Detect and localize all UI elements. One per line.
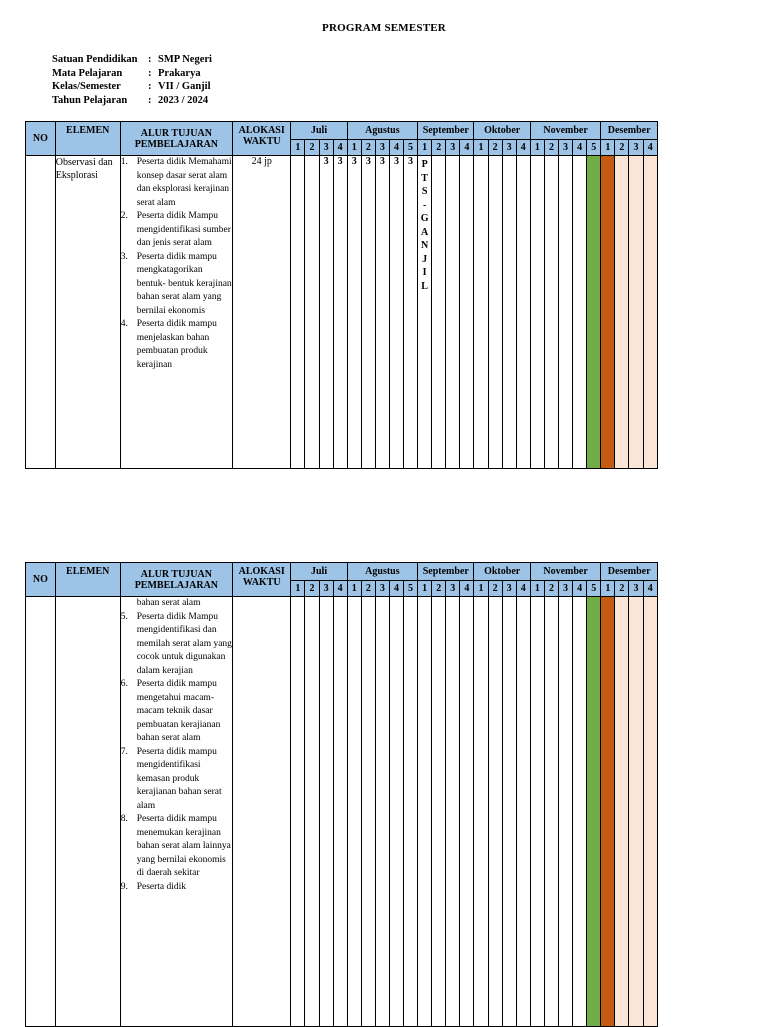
- header-month: November: [530, 122, 600, 140]
- atp-item: [121, 611, 232, 679]
- atp-item: [121, 156, 232, 210]
- header-week: 4: [573, 140, 587, 156]
- header-week: 5: [404, 140, 418, 156]
- week-cell: [347, 597, 361, 1027]
- week-cell: [643, 597, 657, 1027]
- header-week: 1: [530, 581, 544, 597]
- atp-item: [121, 678, 232, 746]
- header-month: Agustus: [347, 122, 417, 140]
- header-week: 3: [559, 581, 573, 597]
- week-cell: [305, 597, 319, 1027]
- week-cell: [361, 597, 375, 1027]
- header-atp: ALUR TUJUAN PEMBELAJARAN: [120, 122, 232, 156]
- header-no: NO: [26, 122, 56, 156]
- header-week: 2: [488, 140, 502, 156]
- week-cell: [643, 156, 657, 469]
- header-week: 3: [629, 140, 643, 156]
- header-month: Desember: [601, 122, 658, 140]
- cell-atp: [120, 597, 232, 1027]
- pts-letter: I: [422, 267, 427, 278]
- header-row-months: [26, 563, 658, 581]
- week-cell: [573, 597, 587, 1027]
- header-week: 3: [446, 581, 460, 597]
- header-week: 4: [333, 581, 347, 597]
- header-month: September: [418, 563, 474, 581]
- atp-item-text: Peserta didik mampu menemukan kerajinan bahan serat alam lainnya yang bernilai ekonomis di daerah sekitar: [136, 814, 231, 878]
- header-week: 2: [544, 140, 558, 156]
- meta-colon: :: [148, 54, 152, 65]
- week-cell: [559, 597, 573, 1027]
- week-cell: [291, 156, 305, 469]
- header-week: 4: [460, 581, 474, 597]
- week-cell: [389, 597, 403, 1027]
- header-week: 1: [418, 581, 432, 597]
- atp-list: [121, 597, 232, 894]
- cell-no: [26, 597, 56, 1027]
- week-cell: [432, 156, 446, 469]
- atp-item-text: Peserta didik mampu mengetahui macam-macam teknik dasar pembuatan kerajianan bahan serat alam: [136, 679, 221, 743]
- meta-label: Kelas/Semester: [52, 81, 121, 92]
- atp-item-number: 6.: [120, 679, 128, 689]
- atp-item-text: Peserta didik Mampu mengidentifikasi dan memilah serat alam yang cocok untuk digunakan dalam kerajian: [136, 611, 232, 676]
- header-row-months: [26, 122, 658, 140]
- header-week: 5: [587, 140, 601, 156]
- week-cell: [530, 597, 544, 1027]
- week-cell: [615, 597, 629, 1027]
- header-week: 2: [488, 581, 502, 597]
- header-week: 1: [530, 140, 544, 156]
- meta-label: Satuan Pendidikan: [52, 54, 138, 65]
- meta-value: 2023 / 2024: [158, 94, 209, 106]
- cell-elemen: Observasi dan Eksplorasi: [55, 156, 120, 469]
- week-cell: [446, 597, 460, 1027]
- header-month: November: [530, 563, 600, 581]
- week-cell: [573, 156, 587, 469]
- header-month: Agustus: [347, 563, 417, 581]
- header-week: 4: [643, 581, 657, 597]
- header-week: 1: [291, 140, 305, 156]
- week-cell: 3: [404, 156, 418, 469]
- header-week: 1: [474, 581, 488, 597]
- header-no: NO: [26, 563, 56, 597]
- week-cell: [587, 597, 601, 1027]
- week-cell: [305, 156, 319, 469]
- header-week: 2: [615, 140, 629, 156]
- header-week: 1: [347, 581, 361, 597]
- header-week: 4: [389, 140, 403, 156]
- atp-item: [121, 746, 232, 814]
- header-week: 2: [305, 140, 319, 156]
- week-cell: [502, 597, 516, 1027]
- header-week: 2: [615, 581, 629, 597]
- header-week: 5: [404, 581, 418, 597]
- week-cell: [418, 597, 432, 1027]
- header-week: 1: [418, 140, 432, 156]
- week-cell: [418, 156, 432, 469]
- pts-letter: S: [421, 186, 428, 197]
- header-week: 2: [432, 140, 446, 156]
- meta-colon: :: [148, 81, 152, 92]
- week-cell: [516, 597, 530, 1027]
- week-cell: [375, 597, 389, 1027]
- atp-item-number: 7.: [120, 746, 128, 757]
- pts-letter: G: [420, 213, 429, 224]
- meta-label: Mata Pelajaran: [52, 67, 123, 79]
- week-cell: [587, 156, 601, 469]
- cell-no: [26, 156, 56, 469]
- atp-item-text: Peserta didik Memahami konsep dasar serat alam dan eksplorasi kerajinan serat alam: [136, 157, 232, 208]
- atp-list: [121, 156, 232, 372]
- week-cell: 3: [389, 156, 403, 469]
- header-month: Desember: [601, 563, 658, 581]
- header-week: 2: [432, 581, 446, 597]
- header-week: 1: [347, 140, 361, 156]
- week-cell: [615, 156, 629, 469]
- atp-continuation: bahan serat alam: [136, 598, 201, 608]
- week-cell: [333, 597, 347, 1027]
- cell-atp: [120, 156, 232, 469]
- week-cell: [502, 156, 516, 469]
- page-title: PROGRAM SEMESTER: [322, 22, 446, 34]
- atp-item-number: 5.: [120, 611, 128, 622]
- program-semester-table-2: [25, 562, 658, 1027]
- pts-letter: N: [421, 240, 429, 251]
- week-cell: 3: [361, 156, 375, 469]
- pts-ganjil-label: [418, 156, 431, 293]
- atp-item-number: 4.: [120, 319, 128, 329]
- atp-item-text: Peserta didik mampu mengkatagorikan bentuk- bentuk kerajinan bahan serat alam yang bernilai ekonomis: [136, 251, 232, 316]
- atp-item: [121, 881, 232, 895]
- week-cell: [432, 597, 446, 1027]
- meta-label: Tahun Pelajaran: [52, 94, 128, 106]
- pts-letter: T: [421, 172, 428, 184]
- pts-letter: A: [421, 226, 429, 238]
- week-cell: [629, 156, 643, 469]
- meta-colon: :: [148, 94, 152, 106]
- meta-colon: :: [148, 67, 152, 79]
- week-cell: 3: [333, 156, 347, 469]
- cell-alokasi: [233, 597, 291, 1027]
- program-semester-table-1: [25, 121, 658, 469]
- atp-item-text: Peserta didik mampu mengidentifikasi kemasan produk kerajianan bahan serat alam: [136, 746, 222, 811]
- header-month: Oktober: [474, 563, 530, 581]
- meta-row: [52, 67, 212, 81]
- meta-value: Prakarya: [158, 67, 201, 79]
- week-cell: [530, 156, 544, 469]
- atp-item-number: 9.: [120, 881, 128, 892]
- week-cell: [559, 156, 573, 469]
- cell-elemen: [55, 597, 120, 1027]
- header-month: Oktober: [474, 122, 530, 140]
- header-week: 3: [319, 581, 333, 597]
- week-cell: [446, 156, 460, 469]
- header-month: Juli: [291, 122, 347, 140]
- atp-item: [121, 251, 232, 319]
- week-cell: [601, 597, 615, 1027]
- header-month: September: [418, 122, 474, 140]
- week-cell: [474, 156, 488, 469]
- header-week: 5: [587, 581, 601, 597]
- week-cell: [488, 597, 502, 1027]
- meta-value: VII / Ganjil: [158, 81, 211, 92]
- header-week: 3: [629, 581, 643, 597]
- atp-item-number: 3.: [120, 251, 128, 262]
- header-week: 3: [502, 140, 516, 156]
- header-elemen: ELEMEN: [55, 122, 120, 156]
- pts-letter: P: [421, 159, 428, 170]
- header-week: 3: [446, 140, 460, 156]
- header-week: 2: [361, 140, 375, 156]
- week-cell: [544, 156, 558, 469]
- week-cell: [319, 597, 333, 1027]
- header-week: 4: [516, 140, 530, 156]
- atp-item-number: 2.: [120, 211, 128, 221]
- week-cell: [460, 156, 474, 469]
- header-week: 2: [544, 581, 558, 597]
- header-week: 4: [516, 581, 530, 597]
- header-week: 2: [305, 581, 319, 597]
- header-alokasi: ALOKASI WAKTU: [233, 563, 291, 597]
- week-cell: [474, 597, 488, 1027]
- week-cell: [404, 597, 418, 1027]
- header-week: 1: [601, 581, 615, 597]
- header-atp: ALUR TUJUAN PEMBELAJARAN: [120, 563, 232, 597]
- pts-letter: J: [422, 253, 428, 265]
- header-week: 3: [502, 581, 516, 597]
- meta-value: SMP Negeri: [158, 54, 212, 65]
- document-info: [52, 53, 212, 107]
- week-cell: [601, 156, 615, 469]
- header-week: 4: [333, 140, 347, 156]
- atp-item-number: 1.: [120, 157, 128, 167]
- header-alokasi: ALOKASI WAKTU: [233, 122, 291, 156]
- week-cell: [291, 597, 305, 1027]
- atp-item: [121, 813, 232, 881]
- table-row: [26, 156, 658, 469]
- header-week: 1: [601, 140, 615, 156]
- table-row: [26, 597, 658, 1027]
- week-cell: 3: [319, 156, 333, 469]
- header-week: 4: [460, 140, 474, 156]
- header-week: 3: [375, 581, 389, 597]
- week-cell: [629, 597, 643, 1027]
- header-week: 3: [559, 140, 573, 156]
- pts-letter: L: [421, 280, 428, 292]
- header-elemen: ELEMEN: [55, 563, 120, 597]
- week-cell: [544, 597, 558, 1027]
- week-cell: [460, 597, 474, 1027]
- cell-alokasi: 24 jp: [233, 156, 291, 469]
- meta-row: [52, 80, 212, 94]
- header-month: Juli: [291, 563, 347, 581]
- pts-letter: -: [422, 199, 427, 211]
- meta-row: [52, 94, 212, 108]
- header-week: 4: [643, 140, 657, 156]
- header-week: 3: [375, 140, 389, 156]
- atp-item-number: 8.: [120, 814, 128, 824]
- header-week: 3: [319, 140, 333, 156]
- atp-item-text: Peserta didik Mampu mengidentifikasi sumber dan jenis serat alam: [136, 211, 231, 248]
- week-cell: 3: [375, 156, 389, 469]
- meta-row: [52, 53, 212, 67]
- header-week: 1: [474, 140, 488, 156]
- atp-item: [121, 210, 232, 251]
- week-cell: 3: [347, 156, 361, 469]
- header-week: 1: [291, 581, 305, 597]
- atp-item-text: Peserta didik mampu menjelaskan bahan pembuatan produk kerajinan: [136, 319, 217, 370]
- atp-item: [121, 318, 232, 372]
- header-week: 4: [389, 581, 403, 597]
- week-cell: [516, 156, 530, 469]
- week-cell: [488, 156, 502, 469]
- header-week: 2: [361, 581, 375, 597]
- atp-item-text: Peserta didik: [136, 881, 187, 892]
- header-week: 4: [573, 581, 587, 597]
